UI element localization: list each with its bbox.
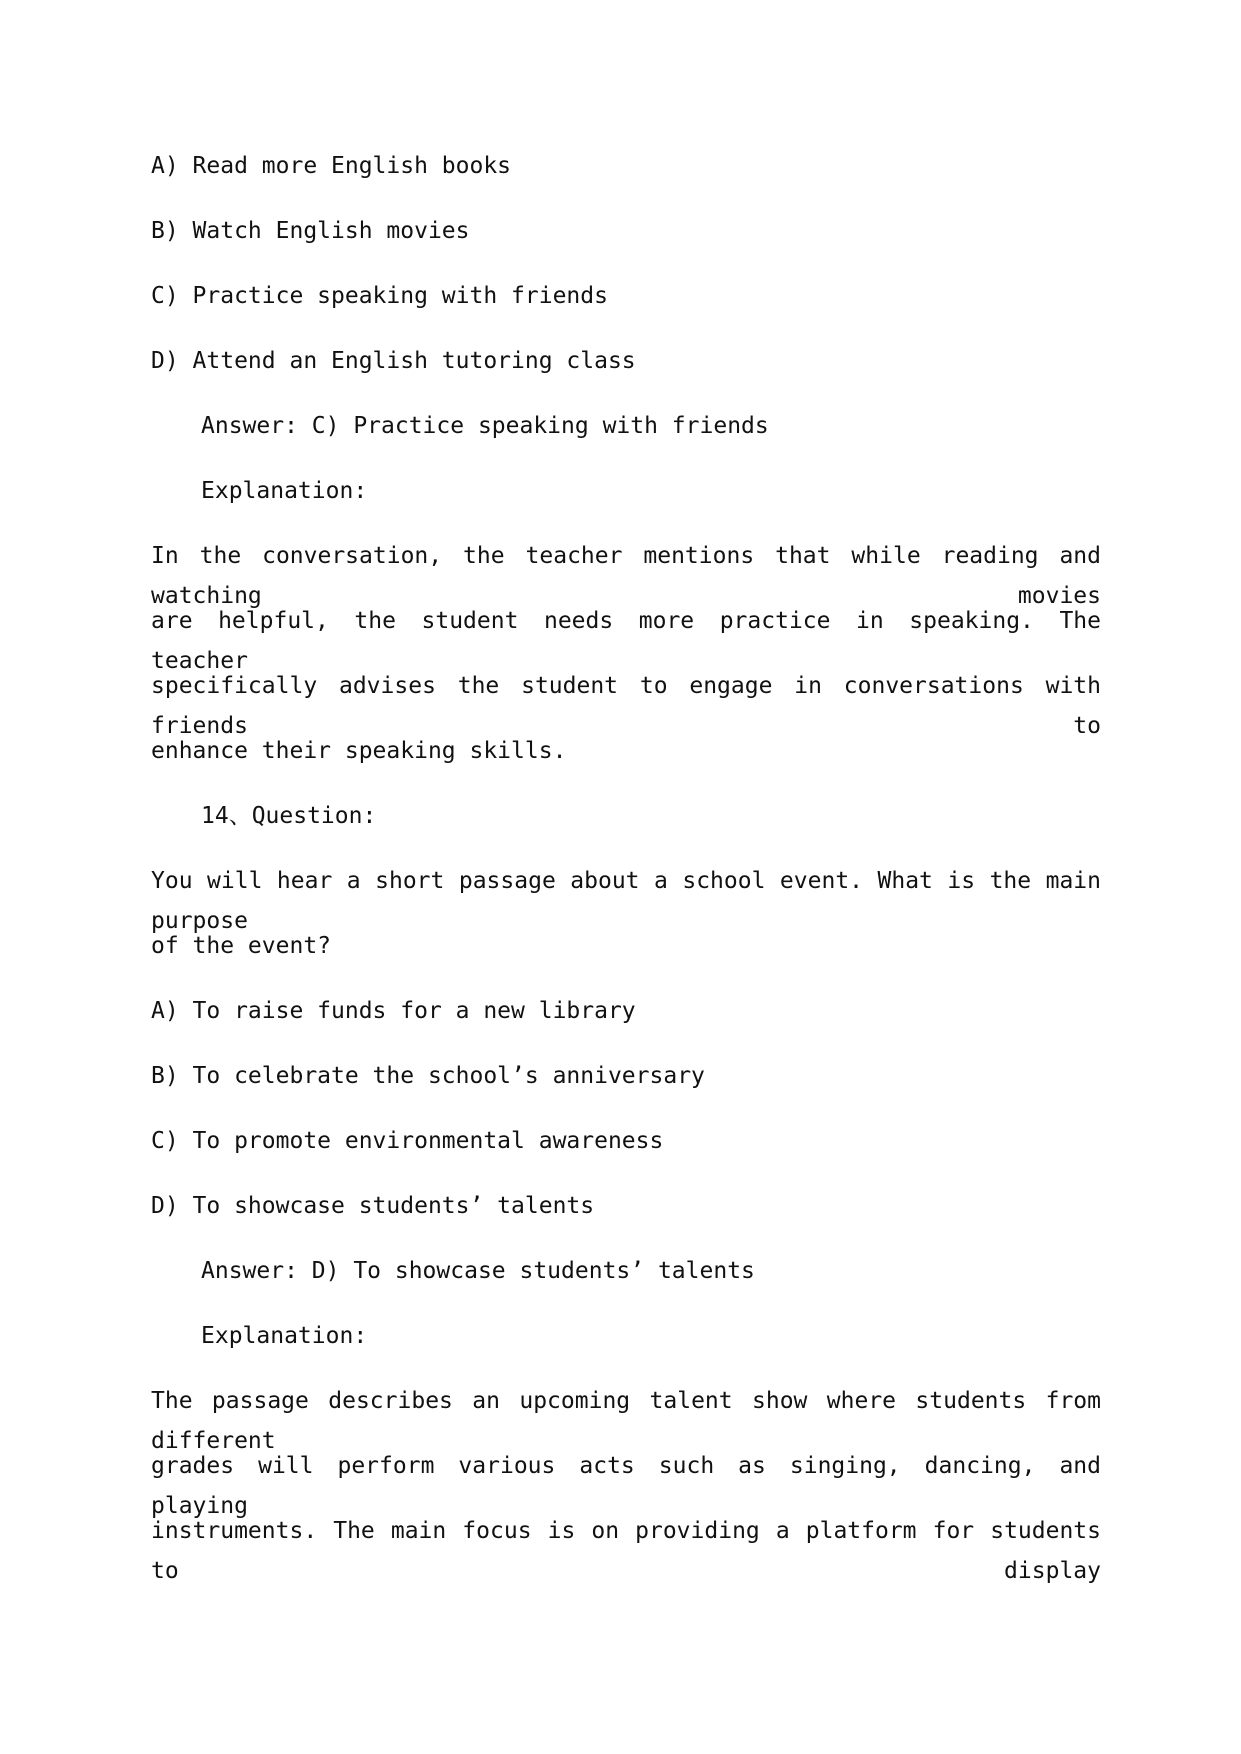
q14-explanation-line: The passage describes an upcoming talent show where students from different (151, 1388, 1101, 1454)
q14-explanation-label: Explanation: (201, 1323, 368, 1349)
q14-option-a: A) To raise funds for a new library (151, 998, 636, 1024)
q13-explanation-line: are helpful, the student needs more practice in speaking. The teacher (151, 608, 1101, 674)
q14-explanation-line: instruments. The main focus is on providing a platform for students to display (151, 1518, 1101, 1584)
q13-option-a: A) Read more English books (151, 153, 512, 179)
q14-option-c: C) To promote environmental awareness (151, 1128, 664, 1154)
q14-option-d: D) To showcase students’ talents (151, 1193, 595, 1219)
q14-option-b: B) To celebrate the school’s anniversary (151, 1063, 705, 1089)
q14-question-line: of the event? (151, 933, 332, 959)
q13-explanation-line: specifically advises the student to engage in conversations with friends to (151, 673, 1101, 739)
q14-explanation-line: grades will perform various acts such as singing, dancing, and playing (151, 1453, 1101, 1519)
q13-option-c: C) Practice speaking with friends (151, 283, 608, 309)
q14-answer: Answer: D) To showcase students’ talents (201, 1258, 755, 1284)
q13-explanation-label: Explanation: (201, 478, 368, 504)
q13-explanation-line: In the conversation, the teacher mentions that while reading and watching movies (151, 543, 1101, 609)
q13-option-b: B) Watch English movies (151, 218, 470, 244)
q14-heading: 14、Question: (201, 803, 377, 829)
q13-answer: Answer: C) Practice speaking with friends (201, 413, 769, 439)
q13-explanation-line: enhance their speaking skills. (151, 738, 567, 764)
q13-option-d: D) Attend an English tutoring class (151, 348, 636, 374)
q14-question-line: You will hear a short passage about a school event. What is the main purpose (151, 868, 1101, 934)
